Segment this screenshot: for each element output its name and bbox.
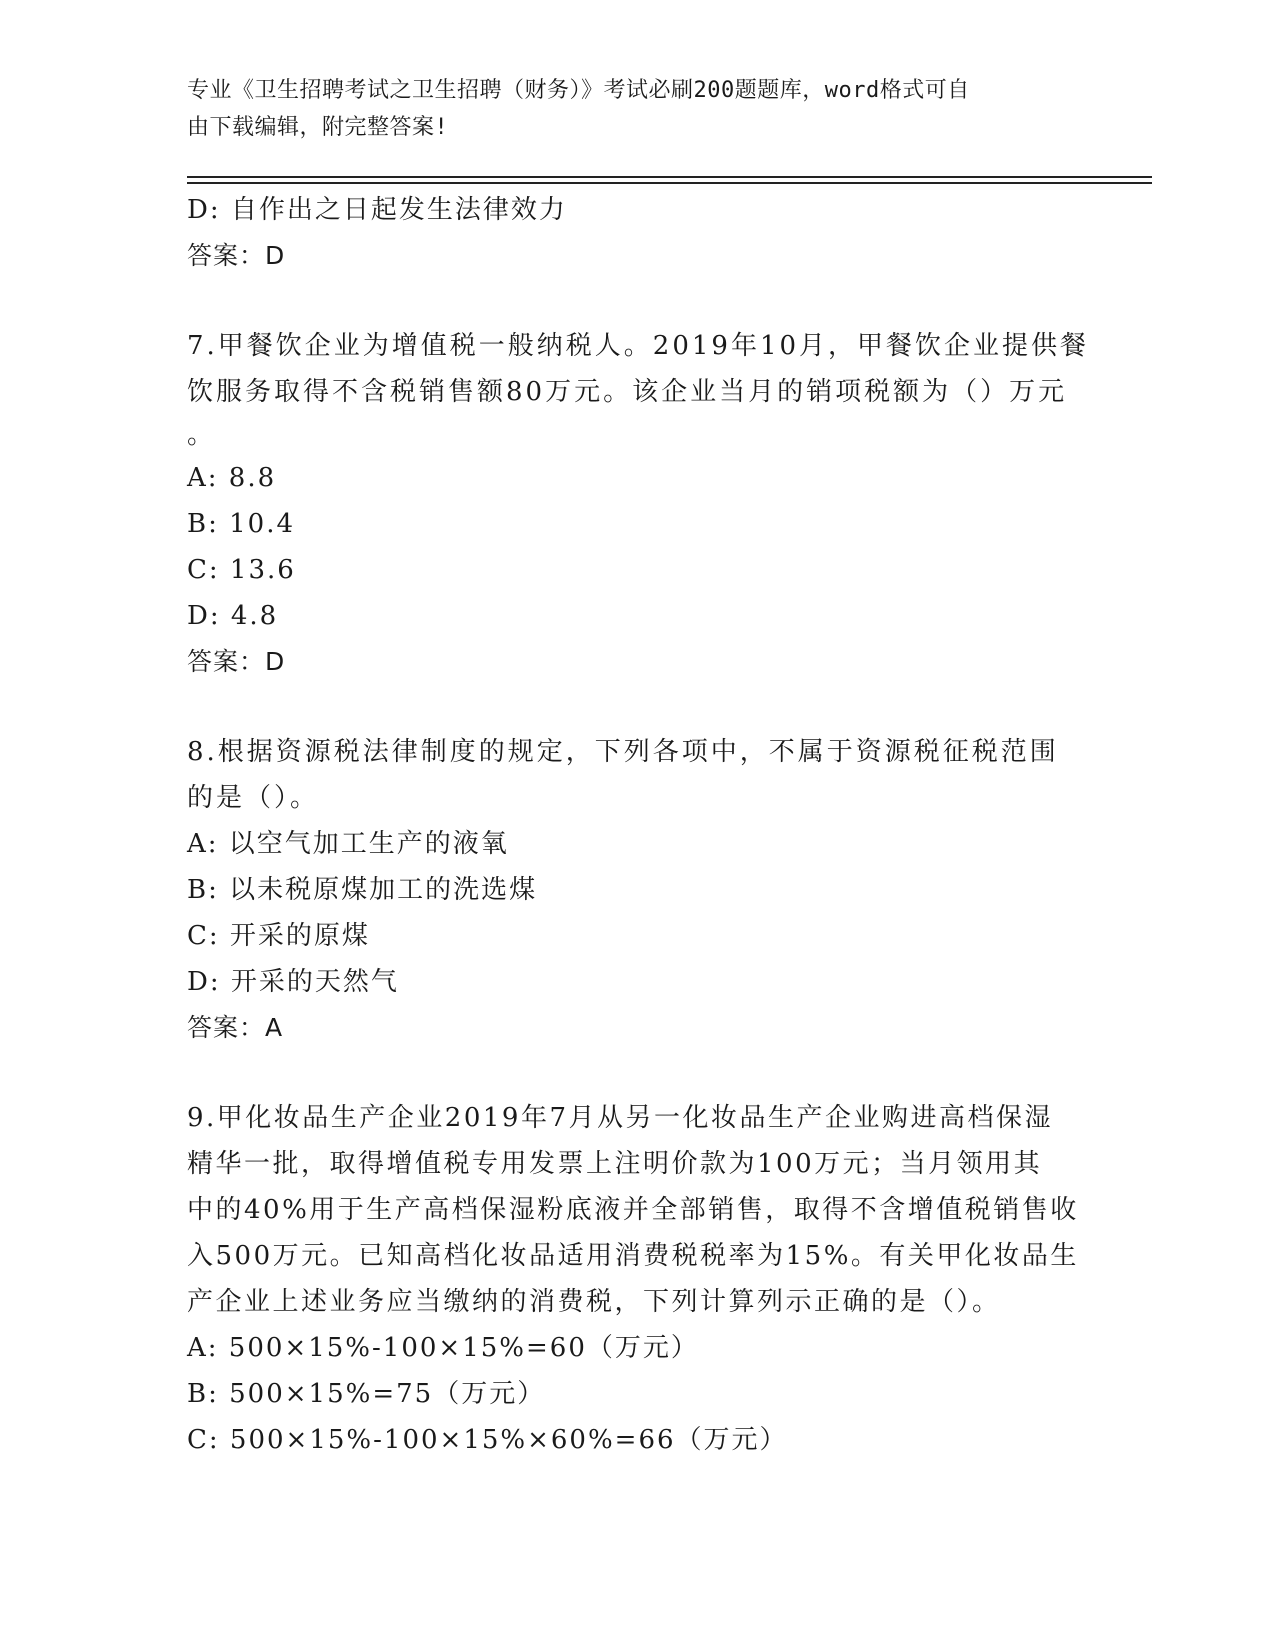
option-c: C: 开采的原煤: [187, 921, 370, 951]
question-text-line: 8.根据资源税法律制度的规定，下列各项中，不属于资源税征税范围: [187, 737, 1059, 767]
spacer: [187, 1051, 1087, 1095]
question-text-line: 入500万元。已知高档化妆品适用消费税税率为15%。有关甲化妆品生: [187, 1241, 1079, 1271]
question-text-line: 7.甲餐饮企业为增值税一般纳税人。2019年10月，甲餐饮企业提供餐: [187, 331, 1090, 361]
header-divider-bottom: [187, 182, 1152, 184]
question-text-line: 中的40%用于生产高档保湿粉底液并全部销售，取得不含增值税销售收: [187, 1195, 1079, 1225]
option-b: B: 以未税原煤加工的洗选煤: [187, 875, 538, 905]
question-8: [187, 729, 1087, 1051]
document-header: [187, 72, 1067, 146]
answer-line: 答案：A: [187, 1013, 284, 1042]
header-line-2: 由下载编辑，附完整答案!: [187, 115, 449, 140]
option-c: C: 500×15%-100×15%×60%=66（万元）: [187, 1425, 788, 1455]
option-a: A: 500×15%-100×15%=60（万元）: [187, 1333, 699, 1363]
header-line-1: 专业《卫生招聘考试之卫生招聘（财务）》考试必刷200题题库，word格式可自: [187, 78, 970, 103]
option-b: B: 500×15%=75（万元）: [187, 1379, 546, 1409]
question-9: [187, 1095, 1087, 1463]
option-d: D: 开采的天然气: [187, 967, 399, 997]
question-text-line: 饮服务取得不含税销售额80万元。该企业当月的销项税额为（）万元: [187, 377, 1068, 407]
option-d: D: 4.8: [187, 601, 279, 631]
question-text-line: 。: [187, 420, 217, 450]
document-body: [187, 187, 1090, 1463]
question-text-line: 9.甲化妆品生产企业2019年7月从另一化妆品生产企业购进高档保湿: [187, 1103, 1054, 1133]
answer-line: 答案：D: [187, 241, 286, 270]
question-text-line: 产企业上述业务应当缴纳的消费税，下列计算列示正确的是（）。: [187, 1287, 1001, 1317]
spacer: [187, 685, 1087, 729]
question-7: [187, 323, 1090, 685]
question-text-line: 精华一批，取得增值税专用发票上注明价款为100万元；当月领用其: [187, 1149, 1043, 1179]
option-c: C: 13.6: [187, 555, 296, 585]
answer-line: 答案：D: [187, 647, 286, 676]
question-text-line: 的是（）。: [187, 783, 320, 813]
option-a: A: 8.8: [187, 463, 277, 493]
option-b: B: 10.4: [187, 509, 296, 539]
header-divider-top: [187, 176, 1152, 178]
option-a: A: 以空气加工生产的液氧: [187, 829, 509, 859]
option-d: D: 自作出之日起发生法律效力: [187, 195, 567, 225]
spacer: [187, 279, 1087, 323]
